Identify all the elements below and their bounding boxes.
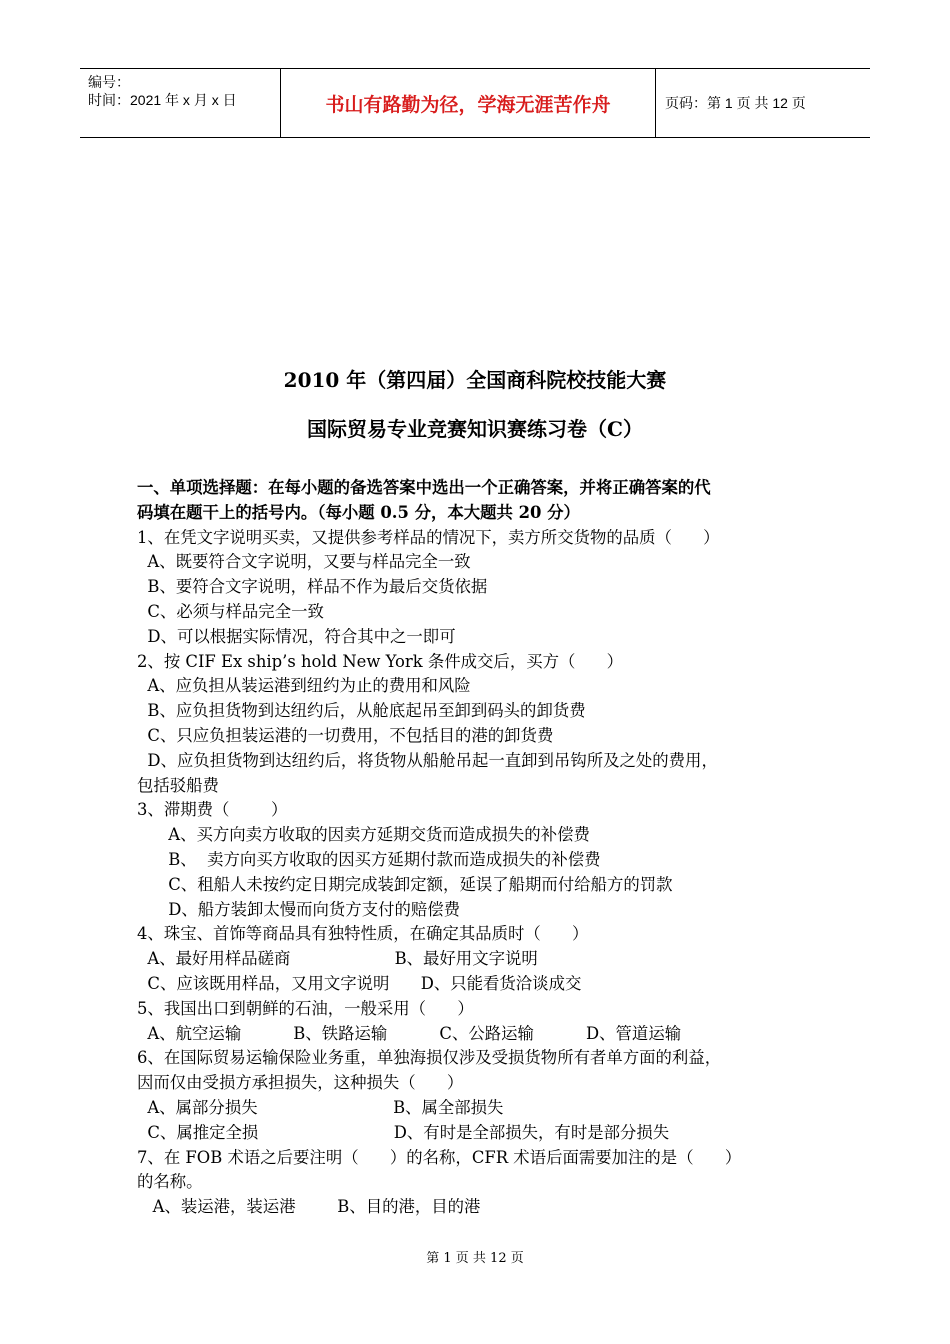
text-line: D、船方装卸太慢而向货方支付的赔偿费 (137, 899, 461, 919)
header-page-code: 页码：第 1 页 共 12 页 (665, 95, 806, 111)
question-list (137, 526, 837, 1220)
text-line: A、航空运输 B、铁路运输 C、公路运输 D、管道运输 (137, 1023, 682, 1043)
header-motto: 书山有路勤为径，学海无涯苦作舟 (325, 93, 611, 116)
text-line: 6、在国际贸易运输保险业务重，单独海损仅涉及受损货物所有者单方面的利益， (137, 1048, 722, 1068)
text-line: 包括驳船费 (137, 775, 219, 795)
text-line: C、只应负担装运港的一切费用，不包括目的港的卸货费 (137, 725, 554, 745)
time-label: 时间：2021 年 x 月 x 日 (88, 92, 237, 108)
text-line: B、要符合文字说明，样品不作为最后交货依据 (137, 577, 488, 597)
text-line: A、买方向卖方收取的因卖方延期交货而造成损失的补偿费 (137, 825, 590, 845)
text-line: 5、我国出口到朝鲜的石油，一般采用（ ） (137, 998, 474, 1018)
text-line: D、应负担货物到达纽约后，将货物从船舱吊起一直卸到吊钩所及之处的费用， (137, 750, 718, 770)
text-line: A、最好用样品磋商 B、最好用文字说明 (137, 949, 538, 969)
text-line: A、既要符合文字说明，又要与样品完全一致 (137, 552, 471, 572)
text-line: 7、在 FOB 术语之后要注明（ ）的名称，CFR 术语后面需要加注的是（ ） (137, 1147, 742, 1167)
section-heading: 码填在题干上的括号内。（每小题 0.5 分，本大题共 20 分） (137, 502, 580, 522)
document-subtitle: 国际贸易专业竞赛知识赛练习卷（C） (307, 417, 643, 441)
text-line: 1、在凭文字说明买卖，又提供参考样品的情况下，卖方所交货物的品质（ ） (137, 527, 720, 547)
text-line: 2、按 CIF Ex ship’s hold New York 条件成交后，买方（ ） (137, 651, 624, 671)
text-line: C、必须与样品完全一致 (137, 601, 324, 621)
text-line: B、 卖方向买方收取的因买方延期付款而造成损失的补偿费 (137, 849, 601, 869)
text-line: A、应负担从装运港到纽约为止的费用和风险 (137, 676, 471, 696)
question-body (137, 476, 837, 1220)
text-line: 3、滞期费（ ） (137, 800, 288, 820)
page-footer: 第 1 页 共 12 页 (426, 1251, 524, 1266)
text-line: A、装运港，装运港 B、目的港，目的港 (137, 1197, 481, 1217)
text-line: A、属部分损失 B、属全部损失 (137, 1097, 504, 1117)
number-label: 编号： (88, 74, 130, 90)
document-title: 2010 年（第四届）全国商科院校技能大赛 (283, 368, 667, 392)
text-line: 4、珠宝、首饰等商品具有独特性质，在确定其品质时（ ） (137, 924, 589, 944)
text-line: 因而仅由受损方承担损失，这种损失（ ） (137, 1073, 464, 1093)
text-line: C、租船人未按约定日期完成装卸定额，延误了船期而付给船方的罚款 (137, 874, 673, 894)
text-line: C、应该既用样品，又用文字说明 D、只能看货洽谈成交 (137, 973, 582, 993)
text-line: 的名称。 (137, 1172, 203, 1192)
text-line: C、属推定全损 D、有时是全部损失，有时是部分损失 (137, 1122, 670, 1142)
text-line: B、应负担货物到达纽约后，从舱底起吊至卸到码头的卸货费 (137, 701, 586, 721)
page-header (80, 68, 870, 138)
section-heading: 一、单项选择题：在每小题的备选答案中选出一个正确答案，并将正确答案的代 (137, 478, 711, 497)
header-meta (80, 69, 280, 137)
text-line: D、可以根据实际情况，符合其中之一即可 (137, 626, 456, 646)
